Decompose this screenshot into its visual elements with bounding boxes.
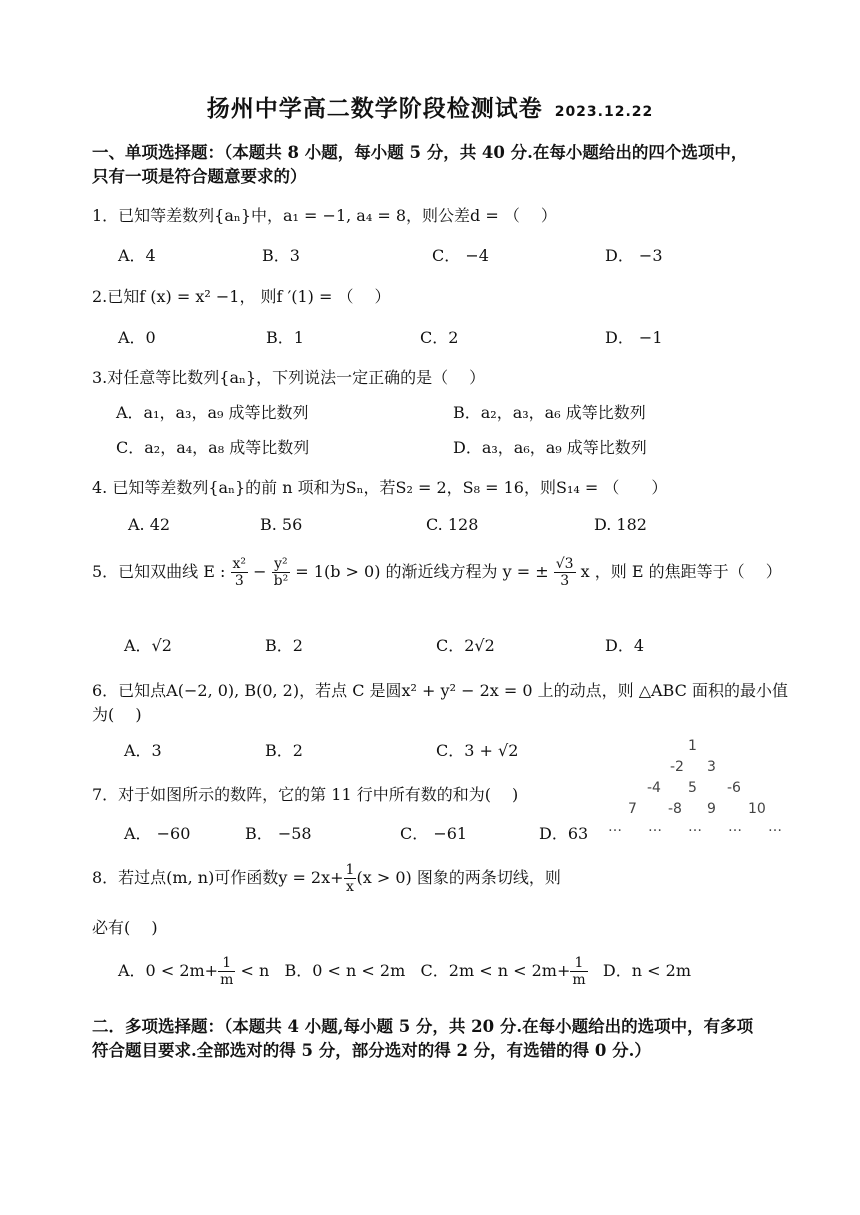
q5-option-d: D．4 — [605, 636, 645, 655]
q5-stem-part-c: x ，则 E 的焦距等于（ ） — [580, 562, 782, 581]
array-r5-c3: … — [688, 819, 702, 835]
q5-frac1-num: x² — [232, 556, 247, 572]
q8-line2: 必有( ) — [92, 918, 158, 937]
q8-optc-num: 1 — [570, 955, 587, 972]
q3-option-a: A．a₁，a₃，a₉ 成等比数列 — [116, 403, 309, 422]
q1-option-a: A．4 — [118, 246, 156, 265]
q5-stem-part-b: = 1(b > 0) 的渐近线方程为 y = ± — [295, 562, 549, 581]
q2-option-c: C．2 — [420, 328, 459, 347]
q8-stem-part-a: 8．若过点(m, n)可作函数y = 2x+ — [92, 868, 344, 887]
q6-line1: 6．已知点A(−2, 0), B(0, 2)，若点 C 是圆x² + y² − 2x = 0 上的动点，则 △ABC 面积的最小值 — [92, 681, 788, 700]
q8-optc-den: m — [572, 972, 586, 988]
q5-stem-part-a: 5．已知双曲线 E : — [92, 562, 226, 581]
q1-option-d: D． −3 — [605, 246, 663, 265]
q8-option-b: B．0 < n < 2m — [284, 961, 406, 980]
array-r3-c3: -6 — [727, 780, 741, 796]
array-r4-c2: -8 — [668, 801, 682, 817]
q8-opta-den: m — [220, 972, 234, 988]
q5-frac1-den: 3 — [234, 573, 244, 589]
array-r1-c1: 1 — [688, 738, 697, 754]
q5-stem: 5．已知双曲线 E : $\frac{\text{x²}}{3}$ − $\frac{\text{y²}}{\text{b²}}$ = 1(b > 0) 的渐近线方程为 y = ± $\frac{√3}{3}$ x ，则 E 的焦距等于（ ） — [92, 556, 782, 589]
q8-frac-num: 1 — [345, 862, 355, 878]
q3-stem: 3.对任意等比数列{aₙ}，下列说法一定正确的是（ ） — [92, 368, 486, 387]
q5-frac3-num: √3 — [555, 556, 574, 572]
q8-frac-den: x — [346, 879, 354, 895]
array-r4-c1: 7 — [628, 801, 637, 817]
q6-line2: 为( ) — [92, 705, 142, 724]
q8-stem-part-b: (x > 0) 图象的两条切线，则 — [356, 868, 561, 887]
q3-option-c: C．a₂，a₄，a₈ 成等比数列 — [116, 438, 310, 457]
section2-line1: 二．多项选择题：（本题共 4 小题,每小题 5 分，共 20 分.在每小题给出的选项中，有多项 — [92, 1017, 754, 1036]
q5-fraction-slope — [554, 556, 576, 589]
q4-option-a: A. 42 — [128, 515, 171, 534]
q1-stem: 1．已知等差数列{aₙ}中，a₁ = −1, a₄ = 8，则公差d = （ ） — [92, 206, 557, 225]
q3-option-b: B．a₂，a₃，a₆ 成等比数列 — [453, 403, 646, 422]
q7-option-a: A． −60 — [124, 824, 191, 843]
array-r2-c2: 3 — [707, 759, 716, 775]
array-r5-c5: … — [768, 819, 782, 835]
q6-option-c: C．3 + √2 — [436, 741, 519, 760]
array-r5-c1: … — [608, 819, 622, 835]
q5-fraction-y — [272, 556, 291, 589]
section1-line1: 一、单项选择题：（本题共 8 小题，每小题 5 分，共 40 分.在每小题给出的四个选项中， — [92, 143, 748, 162]
q5-frac2-den: b² — [273, 573, 289, 589]
q2-option-d: D． −1 — [605, 328, 663, 347]
section1-line2: 只有一项是符合题意要求的） — [92, 167, 307, 186]
q2-option-a: A．0 — [118, 328, 156, 347]
q8-option-a-part1: A．0 < 2m+ — [118, 961, 219, 980]
q5-frac2-num: y² — [272, 556, 291, 573]
array-r3-c1: -4 — [647, 780, 661, 796]
q5-option-c: C．2√2 — [436, 636, 495, 655]
section1-heading — [92, 141, 747, 189]
number-triangle-figure — [600, 735, 790, 835]
title-text: 扬州中学高二数学阶段检测试卷 — [206, 95, 543, 122]
exam-date: 2023.12.22 — [554, 104, 654, 120]
array-r2-c1: -2 — [670, 759, 684, 775]
q4-option-b: B. 56 — [260, 515, 303, 534]
array-r4-c3: 9 — [707, 801, 716, 817]
q6-option-a: A．3 — [124, 741, 162, 760]
q8-option-d: D．n < 2m — [602, 961, 691, 980]
section2-line2: 符合题目要求.全部选对的得 5 分，部分选对的得 2 分，有选错的得 0 分.） — [92, 1041, 651, 1060]
q8-stem — [92, 858, 561, 898]
page-title — [0, 90, 860, 123]
q8-option-c-fraction — [570, 955, 587, 988]
q6-option-b: B．2 — [265, 741, 303, 760]
q7-option-b: B． −58 — [245, 824, 312, 843]
q2-option-b: B．1 — [266, 328, 304, 347]
q7-stem: 7．对于如图所示的数阵，它的第 11 行中所有数的和为( ) — [92, 785, 519, 804]
q1-option-b: B．3 — [262, 246, 300, 265]
q5-fraction-x — [231, 556, 249, 589]
q5-frac3-den: 3 — [560, 573, 570, 589]
array-r3-c2: 5 — [688, 780, 697, 796]
q8-option-a-fraction — [218, 955, 235, 988]
array-r4-c4: 10 — [748, 801, 766, 817]
q4-option-d: D. 182 — [594, 515, 647, 534]
q3-option-d: D．a₃，a₆，a₉ 成等比数列 — [453, 438, 647, 457]
q5-option-b: B．2 — [265, 636, 303, 655]
array-r5-c2: … — [648, 819, 662, 835]
q4-stem: 4. 已知等差数列{aₙ}的前 n 项和为Sₙ，若S₂ = 2，S₈ = 16，则S₁₄ = （ ） — [92, 478, 668, 497]
q7-option-d: D．63 — [539, 824, 589, 843]
q4-option-c: C. 128 — [426, 515, 479, 534]
q8-fraction — [344, 862, 357, 895]
q8-option-c-part1: C．2m < n < 2m+ — [420, 961, 571, 980]
q1-option-c: C． −4 — [432, 246, 489, 265]
section2-heading — [92, 1015, 753, 1063]
q8-opta-num: 1 — [218, 955, 235, 972]
q7-option-c: C． −61 — [400, 824, 468, 843]
q8-option-a-part2: < n — [240, 961, 270, 980]
q2-stem: 2.已知f (x) = x² −1， 则f ′(1) = （ ） — [92, 287, 391, 306]
q5-option-a: A．√2 — [124, 636, 172, 655]
q8-options — [118, 951, 691, 991]
array-r5-c4: … — [728, 819, 742, 835]
